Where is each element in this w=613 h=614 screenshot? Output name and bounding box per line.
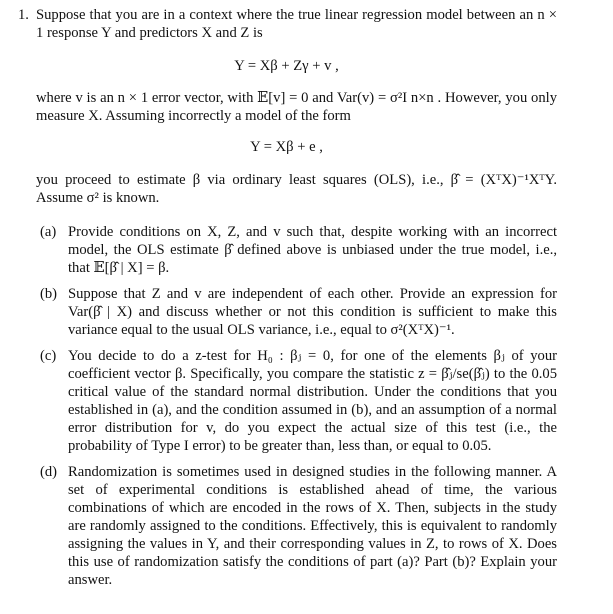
part-label: (d) [40, 464, 58, 480]
part-a [36, 223, 557, 277]
part-b [36, 285, 557, 339]
document-page [0, 6, 613, 597]
part-text: Provide conditions on X, Z, and v such that, despite working with an incorrect model, the OLS estimate β̂ defined above is unbiased under the true model, i.e., that 𝔼[β̂ | X] = β. [68, 224, 557, 276]
true-model-equation: Y = Xβ + Zγ + v , [234, 58, 339, 74]
ols-description: you proceed to estimate β via ordinary least squares (OLS), i.e., β̂ = (XᵀX)⁻¹XᵀY. Assume σ² is known. [36, 172, 557, 206]
part-label: (a) [40, 224, 57, 240]
part-text: Randomization is sometimes used in designed studies in the following manner. A set of experimental conditions is established ahead of time, the various combinations of which are encoded in the rows of X. Then, subjects in the study are randomly assigned to the conditions. Effectively, this is equivalent to randomly assigning the values in Y, and their corresponding values in Z, to rows of X. Does this use of randomization satisfy the conditions of part (a)? Part (b)? Explain your answer. [68, 464, 557, 588]
part-text: You decide to do a z-test for H₀ : βⱼ = 0, for one of the elements βⱼ of your coefficient vector β. Specifically, you compare the statistic z = β̂ⱼ/se(β̂ⱼ) to the 0.05 critical value of the standard normal distribution. Under the conditions that you established in (a), and the condition assumed in (b), and an assumption of a normal error distribution for v, do you expect the actual size of this test (i.e., the probability of Type I error) to be greater than, less than, or equal to 0.05. [68, 348, 557, 454]
question-parts [36, 223, 557, 589]
part-text: Suppose that Z and v are independent of each other. Provide an expression for Var(β̂ | X) and discuss whether or not this condition is sufficient to make this variance equal to the usual OLS variance, i.e., equal to σ²(XᵀX)⁻¹. [68, 286, 557, 338]
part-label: (c) [40, 348, 57, 364]
error-description: where v is an n × 1 error vector, with 𝔼[v] = 0 and Var(v) = σ²I n×n . However, you only measure X. Assuming incorrectly a model of the form [36, 90, 557, 124]
question-1 [0, 6, 613, 589]
part-c [36, 347, 557, 455]
assumed-model-equation: Y = Xβ + e , [250, 139, 323, 155]
part-label: (b) [40, 286, 58, 302]
question-number: 1. [18, 7, 29, 23]
part-d [36, 463, 557, 589]
question-intro: Suppose that you are in a context where the true linear regression model between an n × 1 response Y and predictors X and Z is [36, 7, 557, 41]
